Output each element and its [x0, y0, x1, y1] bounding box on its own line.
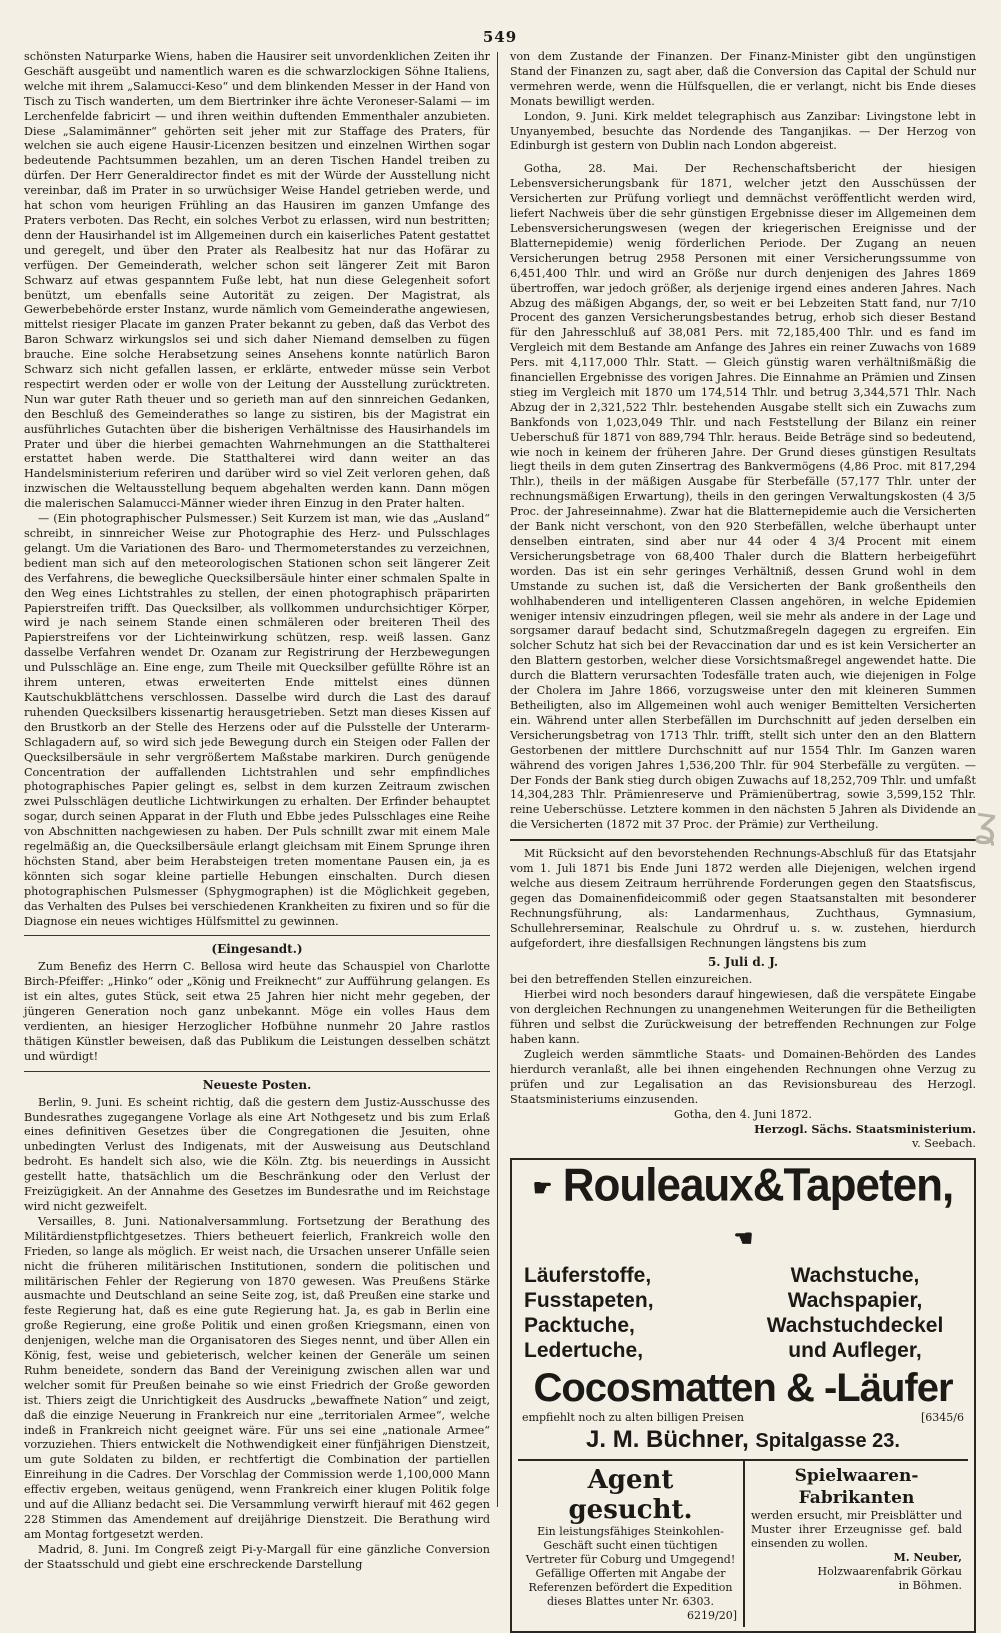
article-benefiz: Zum Benefiz des Herrn C. Bellosa wird heute das Schauspiel von Charlotte Birch-Pfeiffer: „Hinko“ oder „König und Freiknecht“ zur Aufführung gelangen. Es ist ein altes, gutes Stück, seit etwa 25 Jahren hier nicht mehr gegeben, der jüngeren Generation noch ganz unbekannt. Möge ein volles Haus dem verdienten, an hiesiger Herzoglicher Hofbühne nunmehr 20 Jahre rastlos thätigen Künstler beweisen, daß das Publikum die Leistungen desselben schätzt und würdigt!	[24, 960, 490, 1063]
ad-subtitle: Cocosmatten & -Läufer	[533, 1366, 953, 1410]
article-vienna-prater: schönsten Naturparke Wiens, haben die Hausirer seit unvordenklichen Zeiten ihr Geschäft ausgeübt und namentlich waren es die schwarzlockigen Söhne Italiens, welche mit ihrem „Salamucci-Keso“ und dem blinkenden Messer in der Hand von Tisch zu Tisch wanderten, um dem Biertrinker ihre ächte Veroneser-Salami — im Lerchenfelde fabricirt — und ihren weithin duftenden Emmenthaler anzubieten. Diese „Salamimänner“ gehörten seit jeher mit zur Staffage des Praters, für welchen sie auch eigene Hausir-Licenzen besitzen und einzelnen Wirthen sogar bedeutende Pachtsummen bezahlen, um an deren Tischen Handel treiben zu dürfen. Der Herr Generaldirector findet es mit der Würde der Ausstellung nicht vereinbar, daß im Prater in so urwüchsiger Weise Handel getrieben werde, und hat schon vom heurigen Frühling an das Hausiren im ganzen Umfange des Praters verboten. Das Recht, ein solches Verbot zu erlassen, wird nun bestritten; denn der Hausirhandel ist im Allgemeinen durch ein kaiserliches Patent gestattet und geregelt, und über den Prater als Realbesitz hat nur das Hofärar zu verfügen. Der Gemeinderath, welcher schon seit längerer Zeit mit Baron Schwarz auf etwas gespanntem Fuße lebt, hat nun diese Gelegenheit sofort benützt, um ebenfalls seine Autorität zu zeigen. Der Magistrat, als Gewerbebehörde erster Instanz, wurde nämlich vom Gemeinderathe angewiesen, mittelst riesiger Placate im ganzen Prater bekannt zu geben, daß das Verbot des Baron Schwarz wirkungslos sei und sich daher Niemand demselben zu fügen brauche. Eine solche Herabsetzung seines Ansehens konnte natürlich Baron Schwarz sich nicht gefallen lassen, er erklärte, entweder müsse sein Verbot respectirt werden oder er wolle von der Leitung der Ausstellung zurücktreten. Nun war guter Rath theuer und so gerieth man auf den sinnreichen Gedanken, den Beschluß des Gemeinderathes so lange zu sistiren, bis der Magistrat ein ausführliches Gutachten über die bisherigen Verhältnisse des Hausirhandels im Prater und über die hierbei gemachten Wahrnehmungen an die Statthalterei erstattet haben werde. Die Statthalterei wird dann weiter an das Handelsministerium referiren und darüber wird so viel Zeit verloren gehen, daß inzwischen die Weltausstellung bequem abgehalten werden kann. Dann mögen die malerischen Salamucci-Männer wieder ihren Einzug in den Prater halten.	[24, 50, 490, 511]
notice-signature-name: v. Seebach.	[912, 1137, 976, 1151]
section-heading-neueste-posten: Neueste Posten.	[202, 1077, 312, 1092]
ad-agent-text: Ein leistungsfähiges Steinkohlen-Geschäft sucht einen tüchtigen Vertreter für Coburg und Umgegend! Gefällige Offerten mit Angabe der Referenzen befördert die Expedition dieses Blattes unter Nr. 6303.	[525, 1524, 736, 1608]
ad-toys	[743, 1461, 968, 1627]
notice-accounts: Mit Rücksicht auf den bevorstehenden Rechnungs-Abschluß für das Etatsjahr vom 1. Juli 1871 bis Ende Juni 1872 werden alle Diejenigen, welchen irgend welche aus diesem Zeitraum herrührende Forderungen gegen den Staatsfiscus, gegen das Domainenfideicommiß oder gegen Staatsanstalten mit besonderer Rechnungsführung, als: Landarmenhaus, Zuchthaus, Gymnasium, Schullehrerseminar, Realschule zu Ohrdruf u. s. w. zustehen, hierdurch aufgefordert, ihre diesfallsigen Rechnungen längstens bis zum	[510, 847, 976, 950]
ad-title: ☛ Rouleaux&Tapeten, ☚	[532, 1159, 954, 1252]
ad-tagline: empfiehlt noch zu alten billigen Preisen	[522, 1411, 744, 1424]
notice-signature: Herzogl. Sächs. Staatsministerium.	[754, 1122, 976, 1137]
notice-accounts-2: bei den betreffenden Stellen einzureichen.	[510, 973, 753, 987]
notice-deadline: 5. Juli d. J.	[707, 955, 779, 970]
ad-item: Wachstuchdeckel	[766, 1314, 944, 1337]
page-number: 549	[482, 28, 518, 46]
ad-agent	[518, 1461, 743, 1627]
ad-item: und Aufleger,	[788, 1339, 922, 1362]
ad-item-list	[518, 1261, 968, 1365]
pencil-mark: ʓ	[971, 798, 1001, 848]
pointing-hand-icon: ☛	[532, 1174, 552, 1202]
ad-item: Ledertuche,	[524, 1339, 644, 1362]
article-berlin: Berlin, 9. Juni. Es scheint richtig, daß die gestern dem Justiz-Ausschusse des Bundesrathes zugegangene Vorlage als eine Art Nothgesetz und bis zum Erlaß eines definitiven Gesetzes über die Congregationen die Jesuiten, ohne unbedingten Verlust des Indigenats, mit der Ausweisung aus Deutschland bedroht. Es handelt sich also, wie die Köln. Ztg. bis neuerdings in Aussicht gestellt hatte, thatsächlich um die Beschränkung oder den Verlust der Freizügigkeit. An der Annahme des Gesetzes im Bundesrathe und im Reichstage wird nicht gezweifelt.	[24, 1095, 490, 1213]
ad-toys-sign: M. Neuber,	[893, 1550, 962, 1564]
notice-accounts-3: Hierbei wird noch besonders darauf hingewiesen, daß die verspätete Eingabe von dergleichen Rechnungen zu unangenehmen Weiterungen für die Betheiligten führen und selbst die Zurückweisung der betreffenden Rechnungen zur Folge haben kann.	[510, 988, 976, 1046]
ad-item: Wachstuche,	[790, 1264, 920, 1287]
divider	[24, 935, 490, 936]
pointing-hand-icon: ☚	[733, 1225, 753, 1252]
ad-toys-place2: in Böhmen.	[898, 1578, 962, 1592]
ad-toys-place1: Holzwaarenfabrik Görkau	[817, 1564, 962, 1578]
ad-toys-text: werden ersucht, mir Preisblätter und Muster ihrer Erzeugnisse gef. bald einsenden zu wollen.	[751, 1508, 962, 1550]
notice-accounts-4: Zugleich werden sämmtliche Staats- und Domainen-Behörden des Landes hierdurch veranlaßt, alle bei ihnen eingehenden Rechnungen ohne Verzug zu prüfen und zur Legalisation an das Revisionsbureau des Herzogl. Staatsministeriums einzusenden.	[510, 1047, 976, 1106]
ad-agent-title: Agent gesucht.	[568, 1464, 693, 1525]
notice-date: Gotha, den 4. Juni 1872.	[674, 1107, 812, 1121]
ad-item: Packtuche,	[524, 1314, 635, 1337]
section-heading-eingesandt: (Eingesandt.)	[211, 942, 303, 957]
ad-row-small	[518, 1459, 968, 1627]
ad-toys-title: Spielwaaren-Fabrikanten	[794, 1465, 919, 1508]
column-divider	[497, 52, 498, 1507]
article-madrid: Madrid, 8. Juni. Im Congreß zeigt Pi-y-Margall für eine gänzliche Conversion der Staatsschuld und giebt eine erschreckende Darstellung	[24, 1542, 490, 1571]
ad-agent-ref: 6219/20]	[687, 1608, 737, 1622]
ad-item: Läuferstoffe,	[524, 1264, 652, 1287]
left-column	[24, 50, 490, 1571]
article-gotha-insurance: Gotha, 28. Mai. Der Rechenschaftsbericht der hiesigen Lebensversicherungsbank für 1871, welcher jetzt den Ausschüssen der Versicherten zur Prüfung vorliegt und demnächst veröffentlicht werden wird, liefert Nachweis über die sehr günstigen Ergebnisse dieser im Allgemeinen dem Lebensversicherungswesen (wegen der kriegerischen Ereignisse und der Blatternepidemie) wenig förderlichen Periode. Der Zugang an neuen Versicherungen betrug 2958 Personen mit einer Versicherungssumme von 6,451,400 Thlr. und wird an Größe nur durch denjenigen des Jahres 1869 übertroffen, war jedoch größer, als derjenige irgend eines anderen Jahres. Nach Abzug des mäßigen Abgangs, der, so weit er bei Lebzeiten Statt fand, nur 7/10 Procent des ganzen Versicherungsbestandes betrug, erhob sich dieser Bestand für den Jahresschluß auf 38,081 Pers. mit 72,185,400 Thlr. und es fand im Vergleich mit dem Bestande am Anfange des Jahres ein reiner Zuwachs von 1689 Pers. mit 4,117,000 Thlr. Statt. — Gleich günstig waren verhältnißmäßig die financiellen Ergebnisse des vorigen Jahres. Die Einnahme an Prämien und Zinsen stieg im Vergleich mit 1870 um 174,514 Thlr. und betrug 3,344,571 Thlr. Nach Abzug der in 2,321,522 Thlr. bestehenden Ausgabe stellt sich ein Zuwachs zum Bankfonds von 1,023,049 Thlr. und nach Feststellung der Bilanz ein reiner Ueberschuß für 1871 von 889,794 Thlr. heraus. Beide Beträge sind so bedeutend, wie noch in keinem der früheren Jahre. Der Grund dieses günstigen Resultats liegt theils in dem guten Zinsertrag des Bankvermögens (4,86 Proc. mit 817,294 Thlr.), theils in der mäßigen Ausgabe für Sterbefälle (57,177 Thlr. unter der rechnungsmäßigen Erwartung), theils in den geringen Verwaltungskosten (4 3/5 Proc. der Jahreseinnahme). Zwar hat die Blatternepidemie auch die Versicherten der Bank nicht verschont, von den 920 Sterbefällen, welche überhaupt unter denselben eintraten, sind aber nur 44 oder 4 3/4 Procent mit einem Versicherungsbetrage von 68,400 Thaler durch die Blattern herbeigeführt worden. Das ist ein sehr geringes Verhältniß, dessen Grund wohl in dem Umstande zu suchen ist, daß die Versicherten der Bank großentheils den wohlhabenderen und intelligenteren Classen angehören, in welche Epidemien weniger intensiv einzudringen pflegen, weil sie mehr als andere in der Lage und sorgsamer darauf bedacht sind, Schutzmaßregeln dagegen zu ergreifen. Ein solcher Schutz hat sich bei der Revaccination dar und es ist kein Versicherter an den Blattern gestorben, welcher diese Vorsichtsmaßregel angewendet hatte. Die durch die Blattern verursachten Todesfälle traten auch, wie diejenigen in Folge der Cholera im Jahre 1866, vorzugsweise unter den mit kleineren Summen Betheiligten, also im Allgemeinen wohl auch weniger Bemittelten Versicherten ein. Während unter allen Sterbefällen im Durchschnitt auf jeden derselben ein Versicherungsbetrag von 1713 Thlr. trifft, stellt sich unter den an den Blattern Gestorbenen der mittlere Durchschnitt auf nur 1554 Thlr. Im Ganzen waren während des vorigen Jahres 1,536,200 Thlr. für 904 Sterbefälle zu vergüten. — Der Fonds der Bank stieg durch obigen Zuwachs auf 18,252,709 Thlr. und umfaßt 14,304,283 Thlr. Prämienreserve und Prämienübertrag, sowie 3,599,152 Thlr. reine Ueberschüsse. Letztere kommen in den nächsten 5 Jahren als Dividende an die Versicherten (1872 mit 37 Proc. der Prämie) zur Vertheilung.	[510, 162, 976, 832]
ad-firm: J. M. Büchner,	[586, 1425, 749, 1453]
ad-ref: [6345/6	[921, 1411, 964, 1424]
ad-firm-line	[518, 1426, 968, 1455]
article-madrid-continued: von dem Zustande der Finanzen. Der Finanz-Minister gibt den ungünstigen Stand der Finanzen zu, sagt aber, daß die Conversion das Capital der Schuld nur vermehren werde, wenn die Hülfsquellen, die er verlangt, nicht bis Ende dieses Monats bewilligt werden.	[510, 50, 976, 108]
ad-item: Wachspapier,	[787, 1289, 923, 1312]
article-photographic-pulse-meter: — (Ein photographischer Pulsmesser.) Seit Kurzem ist man, wie das „Ausland“ schreibt, in sinnreicher Weise zur Photographie des Herz- und Pulsschlages gelangt. Um die Variationen des Baro- und Thermometerstandes zu verzeichnen, bedient man sich auf den meteorologischen Stationen schon seit längerer Zeit des Verfahrens, die bewegliche Quecksilbersäule hinter einer schmalen Spalte in den Weg eines Lichtstrahles zu stellen, der einen photographisch präparirten Papierstreifen trifft. Das Quecksilber, als vollkommen undurchsichtiger Körper, wird je nach seinem Stande einen schmäleren oder breiteren Theil des Papierstreifens vor der Lichteinwirkung schützen, resp. weiß lassen. Ganz dasselbe Verfahren wendet Dr. Ozanam zur Registrirung der Herzbewegungen und Pulsschläge an. Eine enge, zum Theile mit Quecksilber gefüllte Röhre ist an ihrem unteren, etwas erweiterten Ende mittelst eines dünnen Kautschukblättchens verschlossen. Dasselbe wird durch die Last des darauf ruhenden Quecksilbers kissenartig herausgetrieben. Setzt man dieses Kissen auf den Brustkorb an der Stelle des Herzens oder auf die Pulsstelle der Unterarm-Schlagadern auf, so wird sich jede Bewegung durch ein Steigen oder Fallen der Quecksilbersäule in sehr vergrößertem Maßstabe markiren. Durch genügende Concentration der auffallenden Lichtstrahlen und sehr empfindliches photographisches Papier gelingt es, selbst in dem kurzen Zeitraum zwischen zwei Pulsschlägen deutliche Lichtwirkungen zu erhalten. Der Erfinder behauptet sogar, durch seinen Apparat in der Fluth und Ebbe jedes Pulsschlages eine Reihe von Abschnitten nachgewiesen zu haben. Der Puls schnillt zwar mit einem Male regelmäßig an, die Quecksilbersäule erlangt gleichsam mit Einem Sprunge ihren höchsten Stand, aber beim Herabsteigen treten momentane Pausen ein, ja es könnten sich sogar kleine partielle Hebungen einschalten. Durch diesen photographischen Pulsmesser (Sphygmographen) ist die Möglichkeit gegeben, das Verhalten des Pulses bei verschiedenen Krankheiten zu fixiren und so für die Diagnose ein neues wichtiges Hülfsmittel zu gewinnen.	[24, 512, 490, 928]
right-column	[510, 50, 976, 1622]
divider	[24, 1071, 490, 1072]
ad-address: Spitalgasse 23.	[755, 1429, 900, 1452]
article-versailles: Versailles, 8. Juni. Nationalversammlung. Fortsetzung der Berathung des Militärdienstpflichtgesetzes. Thiers betheuert feierlich, Frankreich wolle den Frieden, so lange als möglich. Er weist nach, die Ursachen unserer Unfälle seien nicht die früheren militärischen Institutionen, sondern die politischen und militärischen Fehler der Regierung von 1870 gewesen. Was Preußens Stärke ausmachte und Deutschland an seine Seite zog, ist, daß Preußen eine starke und feste Regierung hat, daß es eine gute Regierung hat. Ja, es gab in Berlin eine große Regierung, eine große Politik und einen großen Kriegsmann, einen von denjenigen, welche man die Organisatoren des Sieges nennt, und über Allen ein König, fest, weise und gebieterisch, welcher keinen der Generäle um seinen Ruhm beneidete, sondern das Band der Vereinigung zwischen allen war und welcher somit für Preußen beinahe so wie einst Friedrich der Große geworden ist. Thiers zeigt die Unrichtigkeit des Ausdrucks „bewaffnete Nation“ und zeigt, daß die einzige Neuerung in Frankreich nur eine „territorialen Armee“, welche indeß in Frankreich nicht geeignet wäre. Für uns sei eine „nationale Armee“ vorzuziehen. Thiers entwickelt die Nothwendigkeit einer fünfjährigen Dienstzeit, um gute Soldaten zu bilden, er rechtfertigt die Combination der partiellen Einreihung in die Cadres. Der Vorschlag der Commission werde 1,100,000 Mann effectiv ergeben, weitaus genügend, wenn Frankreich einer klugen Politik folge und auf die Allianz bedacht sei. Die Versammlung verwirft hierauf mit 462 gegen 228 Stimmen das Amendement auf dreijährige Dienstzeit. Die Berathung wird am Montag fortgesetzt werden.	[24, 1214, 490, 1541]
divider	[510, 839, 976, 841]
ad-item: Fusstapeten,	[524, 1289, 654, 1312]
advertisement-rouleaux	[510, 1158, 976, 1633]
ad-tagline-row	[518, 1411, 968, 1426]
article-london: London, 9. Juni. Kirk meldet telegraphisch aus Zanzibar: Livingstone lebt in Unyanyembed, besuchte das Nordende des Tanganjikas. — Der Herzog von Edinburgh ist gestern von Dublin nach London abgereist.	[510, 109, 976, 153]
